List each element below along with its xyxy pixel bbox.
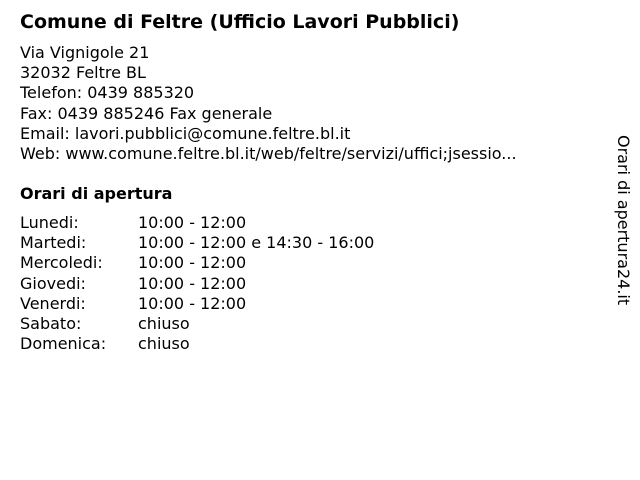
time-value: 10:00 - 12:00 [138,273,247,293]
contact-block [20,43,517,164]
day-label: Sabato: [20,313,82,333]
time-value: chiuso [138,313,190,333]
page-title: Comune di Feltre (Ufficio Lavori Pubblici) [20,11,460,33]
email-address: Email: lavori.pubblici@comune.feltre.bl.it [20,123,351,143]
day-label: Domenica: [20,334,107,354]
day-label: Venerdi: [20,293,86,313]
day-label: Martedi: [20,233,87,253]
time-value: 10:00 - 12:00 [138,213,247,232]
phone-number: Telefon: 0439 885320 [20,83,195,103]
time-value: 10:00 - 12:00 e 14:30 - 16:00 [138,233,375,253]
fax-number: Fax: 0439 885246 Fax generale [20,103,273,123]
address-street: Via Vignigole 21 [20,43,150,62]
opening-hours-heading: Orari di apertura [20,184,173,203]
website-link[interactable]: Web: www.comune.feltre.bl.it/web/feltre/servizi/uffici;jsessio... [20,144,517,164]
time-value: chiuso [138,334,190,354]
time-value: 10:00 - 12:00 [138,293,247,313]
site-watermark: Orari di apertura24.it [614,135,633,306]
day-label: Lunedi: [20,213,79,232]
day-label: Mercoledi: [20,253,103,273]
day-label: Giovedi: [20,273,86,293]
address-city: 32032 Feltre BL [20,63,146,83]
time-value: 10:00 - 12:00 [138,253,247,273]
